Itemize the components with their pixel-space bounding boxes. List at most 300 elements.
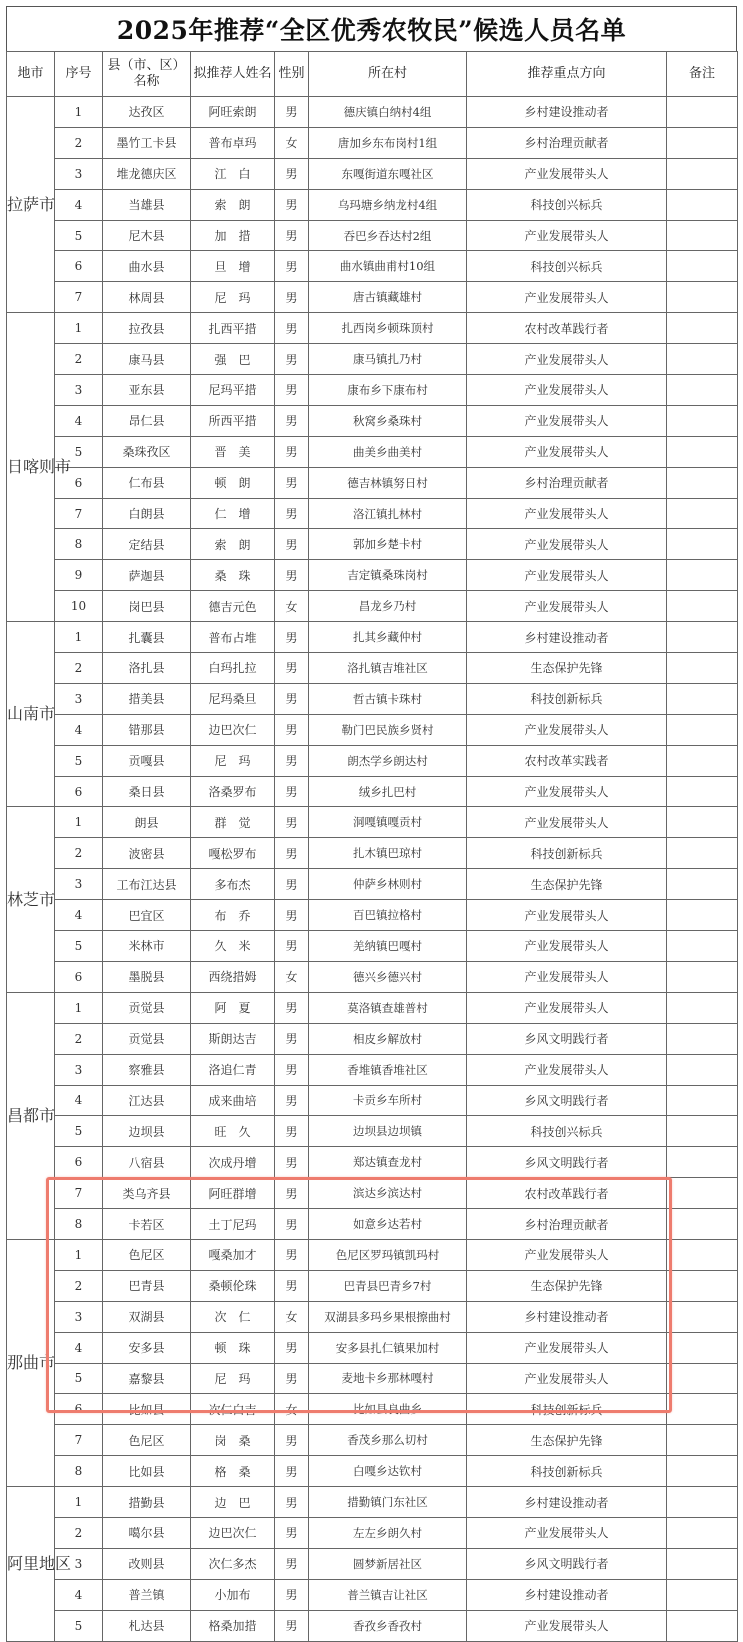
note-cell (667, 1610, 738, 1641)
note-cell (667, 1456, 738, 1487)
name-cell: 土丁尼玛 (191, 1209, 275, 1240)
village-cell: 比如县良曲乡 (309, 1394, 467, 1425)
note-cell (667, 467, 738, 498)
direction-cell: 产业发展带头人 (467, 931, 667, 962)
village-cell: 莫洛镇查雄普村 (309, 992, 467, 1023)
village-cell: 如意乡达若村 (309, 1209, 467, 1240)
county-cell: 岗巴县 (103, 591, 191, 622)
table-row (7, 467, 738, 498)
table-row (7, 127, 738, 158)
name-cell: 小加布 (191, 1579, 275, 1610)
table-row (7, 683, 738, 714)
gender-cell: 男 (275, 97, 309, 128)
direction-cell: 生态保护先锋 (467, 869, 667, 900)
gender-cell: 男 (275, 1487, 309, 1518)
name-cell: 江 白 (191, 158, 275, 189)
gender-cell: 女 (275, 591, 309, 622)
seq-cell: 5 (55, 1116, 103, 1147)
gender-cell: 男 (275, 344, 309, 375)
note-cell (667, 127, 738, 158)
direction-cell: 科技创兴标兵 (467, 1116, 667, 1147)
gender-cell: 男 (275, 714, 309, 745)
seq-cell: 7 (55, 282, 103, 313)
note-cell (667, 1363, 738, 1394)
table-row (7, 1178, 738, 1209)
table-row (7, 1517, 738, 1548)
gender-cell: 男 (275, 1610, 309, 1641)
gender-cell: 男 (275, 1579, 309, 1610)
table-row (7, 560, 738, 591)
county-cell: 曲水县 (103, 251, 191, 282)
direction-cell: 乡村治理贡献者 (467, 127, 667, 158)
note-cell (667, 653, 738, 684)
county-cell: 昂仁县 (103, 405, 191, 436)
note-cell (667, 900, 738, 931)
direction-cell: 生态保护先锋 (467, 1425, 667, 1456)
gender-cell: 男 (275, 1054, 309, 1085)
table-header-row (7, 52, 738, 97)
name-cell: 顿 朗 (191, 467, 275, 498)
seq-cell: 2 (55, 1270, 103, 1301)
gender-cell: 男 (275, 622, 309, 653)
table-row (7, 1456, 738, 1487)
name-cell: 强 巴 (191, 344, 275, 375)
gender-cell: 男 (275, 807, 309, 838)
county-cell: 错那县 (103, 714, 191, 745)
name-cell: 尼 玛 (191, 282, 275, 313)
seq-cell: 9 (55, 560, 103, 591)
note-cell (667, 97, 738, 128)
header-city: 地市 (7, 52, 55, 97)
header-name: 拟推荐人姓名 (191, 52, 275, 97)
name-cell: 索 朗 (191, 529, 275, 560)
county-cell: 八宿县 (103, 1147, 191, 1178)
gender-cell: 男 (275, 1517, 309, 1548)
gender-cell: 男 (275, 436, 309, 467)
name-cell: 德吉元色 (191, 591, 275, 622)
direction-cell: 乡村治理贡献者 (467, 1209, 667, 1240)
city-cell: 林芝市 (7, 807, 55, 992)
direction-cell: 农村改革践行者 (467, 1178, 667, 1209)
gender-cell: 男 (275, 498, 309, 529)
note-cell (667, 1579, 738, 1610)
gender-cell: 男 (275, 282, 309, 313)
seq-cell: 6 (55, 776, 103, 807)
direction-cell: 产业发展带头人 (467, 900, 667, 931)
seq-cell: 4 (55, 714, 103, 745)
county-cell: 边坝县 (103, 1116, 191, 1147)
seq-cell: 8 (55, 1456, 103, 1487)
note-cell (667, 1517, 738, 1548)
name-cell: 晋 美 (191, 436, 275, 467)
note-cell (667, 498, 738, 529)
village-cell: 滨达乡滨达村 (309, 1178, 467, 1209)
table-row (7, 1239, 738, 1270)
direction-cell: 科技创新标兵 (467, 1394, 667, 1425)
table-row (7, 436, 738, 467)
name-cell: 旺 久 (191, 1116, 275, 1147)
village-cell: 色尼区罗玛镇凯玛村 (309, 1239, 467, 1270)
note-cell (667, 251, 738, 282)
seq-cell: 5 (55, 436, 103, 467)
note-cell (667, 714, 738, 745)
name-cell: 尼 玛 (191, 745, 275, 776)
county-cell: 改则县 (103, 1548, 191, 1579)
gender-cell: 男 (275, 1332, 309, 1363)
village-cell: 普兰镇吉让社区 (309, 1579, 467, 1610)
direction-cell: 产业发展带头人 (467, 498, 667, 529)
table-row (7, 529, 738, 560)
seq-cell: 4 (55, 900, 103, 931)
direction-cell: 产业发展带头人 (467, 560, 667, 591)
header-village: 所在村 (309, 52, 467, 97)
gender-cell: 女 (275, 127, 309, 158)
name-cell: 所西平措 (191, 405, 275, 436)
village-cell: 香孜乡香孜村 (309, 1610, 467, 1641)
table-body (7, 97, 738, 1642)
village-cell: 双湖县多玛乡果根擦曲村 (309, 1301, 467, 1332)
county-cell: 米林市 (103, 931, 191, 962)
direction-cell: 乡风文明践行者 (467, 1023, 667, 1054)
note-cell (667, 622, 738, 653)
seq-cell: 4 (55, 1332, 103, 1363)
table-row (7, 97, 738, 128)
city-cell: 日喀则市 (7, 313, 55, 622)
seq-cell: 6 (55, 467, 103, 498)
county-cell: 波密县 (103, 838, 191, 869)
county-cell: 措勤县 (103, 1487, 191, 1518)
name-cell: 加 措 (191, 220, 275, 251)
seq-cell: 5 (55, 1610, 103, 1641)
seq-cell: 4 (55, 1085, 103, 1116)
county-cell: 墨竹工卡县 (103, 127, 191, 158)
table-row (7, 1363, 738, 1394)
name-cell: 嘎桑加才 (191, 1239, 275, 1270)
county-cell: 林周县 (103, 282, 191, 313)
gender-cell: 男 (275, 1456, 309, 1487)
direction-cell: 科技创新标兵 (467, 1456, 667, 1487)
note-cell (667, 436, 738, 467)
name-cell: 西绕措姆 (191, 961, 275, 992)
table-row (7, 807, 738, 838)
note-cell (667, 1085, 738, 1116)
name-cell: 边巴次仁 (191, 714, 275, 745)
gender-cell: 男 (275, 1239, 309, 1270)
gender-cell: 男 (275, 1363, 309, 1394)
table-row (7, 1116, 738, 1147)
county-cell: 桑珠孜区 (103, 436, 191, 467)
city-cell: 阿里地区 (7, 1487, 55, 1641)
name-cell: 白玛扎拉 (191, 653, 275, 684)
name-cell: 洛桑罗布 (191, 776, 275, 807)
direction-cell: 乡村建设推动者 (467, 1301, 667, 1332)
name-cell: 普布卓玛 (191, 127, 275, 158)
direction-cell: 产业发展带头人 (467, 1054, 667, 1085)
county-cell: 贡觉县 (103, 992, 191, 1023)
name-cell: 边 巴 (191, 1487, 275, 1518)
village-cell: 安多县扎仁镇果加村 (309, 1332, 467, 1363)
village-cell: 麦地卡乡那林嘎村 (309, 1363, 467, 1394)
name-cell: 普布占堆 (191, 622, 275, 653)
village-cell: 香堆镇香堆社区 (309, 1054, 467, 1085)
village-cell: 吉定镇桑珠岗村 (309, 560, 467, 591)
table-row (7, 189, 738, 220)
table-row (7, 375, 738, 406)
direction-cell: 产业发展带头人 (467, 1610, 667, 1641)
header-gender: 性别 (275, 52, 309, 97)
name-cell: 群 觉 (191, 807, 275, 838)
direction-cell: 乡风文明践行者 (467, 1147, 667, 1178)
village-cell: 百巴镇拉格村 (309, 900, 467, 931)
note-cell (667, 1425, 738, 1456)
county-cell: 贡嘎县 (103, 745, 191, 776)
seq-cell: 5 (55, 1363, 103, 1394)
seq-cell: 3 (55, 1301, 103, 1332)
note-cell (667, 1023, 738, 1054)
gender-cell: 男 (275, 869, 309, 900)
note-cell (667, 1239, 738, 1270)
village-cell: 唐古镇藏雄村 (309, 282, 467, 313)
seq-cell: 2 (55, 1023, 103, 1054)
direction-cell: 产业发展带头人 (467, 1517, 667, 1548)
village-cell: 康马镇扎乃村 (309, 344, 467, 375)
note-cell (667, 344, 738, 375)
seq-cell: 3 (55, 683, 103, 714)
village-cell: 哲古镇卡珠村 (309, 683, 467, 714)
table-row (7, 251, 738, 282)
village-cell: 左左乡朗久村 (309, 1517, 467, 1548)
direction-cell: 科技创兴标兵 (467, 189, 667, 220)
seq-cell: 1 (55, 97, 103, 128)
county-cell: 桑日县 (103, 776, 191, 807)
table-row (7, 869, 738, 900)
seq-cell: 7 (55, 1178, 103, 1209)
county-cell: 尼木县 (103, 220, 191, 251)
table-row (7, 1023, 738, 1054)
gender-cell: 男 (275, 405, 309, 436)
name-cell: 久 米 (191, 931, 275, 962)
direction-cell: 农村改革实践者 (467, 745, 667, 776)
header-note: 备注 (667, 52, 738, 97)
name-cell: 尼玛平措 (191, 375, 275, 406)
county-cell: 双湖县 (103, 1301, 191, 1332)
name-cell: 尼 玛 (191, 1363, 275, 1394)
seq-cell: 1 (55, 313, 103, 344)
seq-cell: 5 (55, 220, 103, 251)
header-direction: 推荐重点方向 (467, 52, 667, 97)
village-cell: 乌玛塘乡纳龙村4组 (309, 189, 467, 220)
table-row (7, 1487, 738, 1518)
direction-cell: 科技创新标兵 (467, 838, 667, 869)
table-row (7, 1147, 738, 1178)
table-row (7, 1610, 738, 1641)
direction-cell: 产业发展带头人 (467, 591, 667, 622)
county-cell: 工布江达县 (103, 869, 191, 900)
village-cell: 郭加乡楚卡村 (309, 529, 467, 560)
note-cell (667, 776, 738, 807)
seq-cell: 1 (55, 622, 103, 653)
gender-cell: 男 (275, 158, 309, 189)
name-cell: 索 朗 (191, 189, 275, 220)
gender-cell: 男 (275, 745, 309, 776)
table-row (7, 838, 738, 869)
county-cell: 拉孜县 (103, 313, 191, 344)
seq-cell: 3 (55, 1548, 103, 1579)
county-cell: 噶尔县 (103, 1517, 191, 1548)
gender-cell: 女 (275, 1301, 309, 1332)
direction-cell: 产业发展带头人 (467, 1332, 667, 1363)
gender-cell: 女 (275, 1394, 309, 1425)
village-cell: 朗杰学乡朗达村 (309, 745, 467, 776)
table-row (7, 653, 738, 684)
village-cell: 相皮乡解放村 (309, 1023, 467, 1054)
table-row (7, 1209, 738, 1240)
seq-cell: 3 (55, 158, 103, 189)
village-cell: 秋窝乡桑珠村 (309, 405, 467, 436)
table-row (7, 344, 738, 375)
name-cell: 岗 桑 (191, 1425, 275, 1456)
note-cell (667, 1394, 738, 1425)
note-cell (667, 1487, 738, 1518)
gender-cell: 男 (275, 560, 309, 591)
table-row (7, 1301, 738, 1332)
direction-cell: 产业发展带头人 (467, 776, 667, 807)
gender-cell: 男 (275, 1209, 309, 1240)
name-cell: 尼玛桑旦 (191, 683, 275, 714)
direction-cell: 产业发展带头人 (467, 714, 667, 745)
village-cell: 勒门巴民族乡贤村 (309, 714, 467, 745)
table-row (7, 961, 738, 992)
village-cell: 洛江镇扎林村 (309, 498, 467, 529)
county-cell: 察雅县 (103, 1054, 191, 1085)
note-cell (667, 869, 738, 900)
village-cell: 曲美乡曲美村 (309, 436, 467, 467)
county-cell: 普兰镇 (103, 1579, 191, 1610)
table-row (7, 1085, 738, 1116)
note-cell (667, 1116, 738, 1147)
county-cell: 札达县 (103, 1610, 191, 1641)
note-cell (667, 838, 738, 869)
county-cell: 洛扎县 (103, 653, 191, 684)
header-seq: 序号 (55, 52, 103, 97)
county-cell: 白朗县 (103, 498, 191, 529)
gender-cell: 男 (275, 1147, 309, 1178)
village-cell: 扎其乡藏仲村 (309, 622, 467, 653)
seq-cell: 4 (55, 405, 103, 436)
table-row (7, 1425, 738, 1456)
table-row (7, 992, 738, 1023)
note-cell (667, 1301, 738, 1332)
village-cell: 扎木镇巴琼村 (309, 838, 467, 869)
county-cell: 江达县 (103, 1085, 191, 1116)
gender-cell: 男 (275, 1548, 309, 1579)
direction-cell: 产业发展带头人 (467, 282, 667, 313)
gender-cell: 男 (275, 992, 309, 1023)
direction-cell: 乡村建设推动者 (467, 622, 667, 653)
name-cell: 布 乔 (191, 900, 275, 931)
village-cell: 德兴乡德兴村 (309, 961, 467, 992)
county-cell: 巴宜区 (103, 900, 191, 931)
gender-cell: 男 (275, 776, 309, 807)
note-cell (667, 931, 738, 962)
village-cell: 仲萨乡林则村 (309, 869, 467, 900)
village-cell: 洛扎镇吉堆社区 (309, 653, 467, 684)
village-cell: 白嘎乡达钦村 (309, 1456, 467, 1487)
seq-cell: 3 (55, 375, 103, 406)
note-cell (667, 529, 738, 560)
note-cell (667, 1270, 738, 1301)
county-cell: 扎囊县 (103, 622, 191, 653)
city-cell: 山南市 (7, 622, 55, 807)
gender-cell: 男 (275, 653, 309, 684)
note-cell (667, 1209, 738, 1240)
gender-cell: 男 (275, 931, 309, 962)
note-cell (667, 189, 738, 220)
village-cell: 唐加乡东布岗村1组 (309, 127, 467, 158)
county-cell: 措美县 (103, 683, 191, 714)
seq-cell: 5 (55, 745, 103, 776)
seq-cell: 4 (55, 1579, 103, 1610)
note-cell (667, 220, 738, 251)
note-cell (667, 313, 738, 344)
direction-cell: 乡村治理贡献者 (467, 467, 667, 498)
direction-cell: 科技创兴标兵 (467, 251, 667, 282)
document-title: 2025年推荐“全区优秀农牧民”候选人员名单 (6, 6, 737, 52)
direction-cell: 乡风文明践行者 (467, 1085, 667, 1116)
seq-cell: 8 (55, 529, 103, 560)
gender-cell: 男 (275, 900, 309, 931)
gender-cell: 男 (275, 1178, 309, 1209)
direction-cell: 产业发展带头人 (467, 529, 667, 560)
direction-cell: 产业发展带头人 (467, 436, 667, 467)
table-row (7, 1548, 738, 1579)
seq-cell: 5 (55, 931, 103, 962)
seq-cell: 2 (55, 344, 103, 375)
county-cell: 色尼区 (103, 1239, 191, 1270)
name-cell: 斯朗达吉 (191, 1023, 275, 1054)
note-cell (667, 405, 738, 436)
name-cell: 旦 增 (191, 251, 275, 282)
county-cell: 康马县 (103, 344, 191, 375)
name-cell: 阿旺群增 (191, 1178, 275, 1209)
county-cell: 达孜区 (103, 97, 191, 128)
gender-cell: 男 (275, 313, 309, 344)
table-row (7, 1579, 738, 1610)
direction-cell: 乡村建设推动者 (467, 1487, 667, 1518)
name-cell: 桑 珠 (191, 560, 275, 591)
county-cell: 墨脱县 (103, 961, 191, 992)
village-cell: 德吉林镇努日村 (309, 467, 467, 498)
table-row (7, 714, 738, 745)
seq-cell: 8 (55, 1209, 103, 1240)
village-cell: 曲水镇曲甫村10组 (309, 251, 467, 282)
name-cell: 成来曲培 (191, 1085, 275, 1116)
village-cell: 圆梦新居社区 (309, 1548, 467, 1579)
village-cell: 康布乡下康布村 (309, 375, 467, 406)
gender-cell: 女 (275, 961, 309, 992)
city-cell: 那曲市 (7, 1239, 55, 1486)
note-cell (667, 1178, 738, 1209)
seq-cell: 1 (55, 1239, 103, 1270)
direction-cell: 农村改革践行者 (467, 313, 667, 344)
county-cell: 类乌齐县 (103, 1178, 191, 1209)
table-row (7, 220, 738, 251)
gender-cell: 男 (275, 838, 309, 869)
village-cell: 昌龙乡乃村 (309, 591, 467, 622)
gender-cell: 男 (275, 189, 309, 220)
direction-cell: 产业发展带头人 (467, 375, 667, 406)
village-cell: 边坝县边坝镇 (309, 1116, 467, 1147)
